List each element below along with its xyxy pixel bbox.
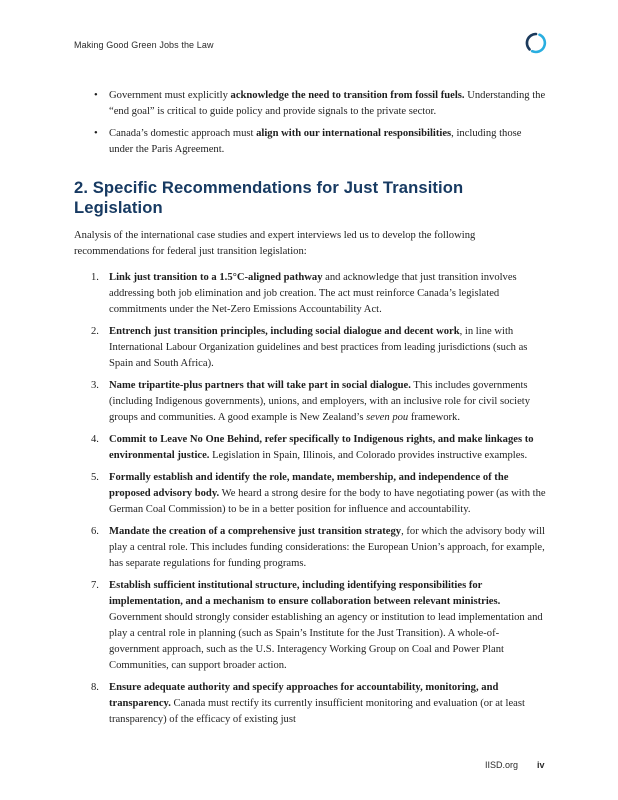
section-heading: 2. Specific Recommendations for Just Transition Legislation bbox=[74, 178, 464, 217]
page-content bbox=[74, 88, 546, 734]
recommendation-title: Entrench just transition principles, including social dialogue and decent work bbox=[109, 326, 460, 337]
recommendation-item bbox=[74, 270, 546, 318]
recommendation-number: 2. bbox=[91, 326, 99, 337]
recommendation-text: and acknowledge that just transition involves addressing both job elimination and job creation. The act must reinforce Canada’s legislated commitments under the Net-Zero Emissions Accountability Act. bbox=[109, 272, 517, 315]
recommendation-text: , for which the advisory body will play a central role. This includes funding considerations: the European Union’s approach, for example, has separate regulations for funding programs. bbox=[109, 526, 545, 569]
recommendation-item bbox=[74, 432, 546, 464]
recommendation-text: , in line with International Labour Organization guidelines and best practices from leading jurisdictions (such as Spain and South Africa). bbox=[109, 326, 528, 369]
recommendation-text: Legislation in Spain, Illinois, and Colorado provides instructive examples. bbox=[209, 450, 528, 461]
recommendation-item bbox=[74, 378, 546, 426]
bullet-list bbox=[74, 88, 546, 158]
recommendation-title: Ensure adequate authority and specify approaches for accountability, monitoring, and transparency. bbox=[109, 682, 499, 709]
iisd-logo-icon bbox=[525, 32, 547, 54]
bullet-text: , including those under the Paris Agreement. bbox=[109, 128, 522, 155]
recommendation-title: Commit to Leave No One Behind, refer specifically to Indigenous rights, and make linkages to environmental justice. bbox=[109, 434, 534, 461]
bullet-mark: • bbox=[94, 128, 98, 139]
recommendation-title: Mandate the creation of a comprehensive just transition strategy bbox=[109, 526, 402, 537]
recommendation-title: Name tripartite-plus partners that will take part in social dialogue. bbox=[109, 380, 411, 391]
recommendation-title: Link just transition to a 1.5°C-aligned pathway bbox=[109, 272, 323, 283]
recommendation-item bbox=[74, 470, 546, 518]
bullet-emphasis: align with our international responsibilities bbox=[256, 128, 452, 139]
recommendation-item bbox=[74, 680, 546, 728]
bullet-mark: • bbox=[94, 90, 98, 101]
bullet-text: Canada’s domestic approach must bbox=[109, 128, 257, 139]
bullet-text: Government must explicitly bbox=[109, 90, 231, 101]
recommendation-text: We heard a strong desire for the body to have negotiating power (as with the German Coal Commission) to be in a better position for influence and accountability. bbox=[109, 488, 546, 515]
recommendation-item bbox=[74, 324, 546, 372]
recommendation-title: Formally establish and identify the role, mandate, membership, and independence of the proposed advisory body. bbox=[109, 472, 509, 499]
running-header-title: Making Good Green Jobs the Law bbox=[74, 40, 214, 50]
recommendation-item bbox=[74, 524, 546, 572]
bullet-item bbox=[74, 88, 546, 120]
recommendation-text: Government should strongly consider establishing an agency or institution to lead implementation and play a central role in planning (such as Spain’s Institute for the Just Transition). A whole-of-government approach, such as the U.S. Interagency Working Group on Coal and Power Plant Communities, can support broader action. bbox=[109, 612, 543, 671]
recommendation-item bbox=[74, 578, 546, 674]
section-intro: Analysis of the international case studies and expert interviews led us to develop the following recommendations for federal just transition legislation: bbox=[74, 230, 476, 257]
recommendation-text-after: framework. bbox=[408, 412, 461, 423]
recommendations-list bbox=[74, 270, 546, 728]
footer-site-link[interactable]: IISD.org bbox=[485, 760, 519, 770]
bullet-item bbox=[74, 126, 546, 158]
recommendation-number: 6. bbox=[91, 526, 99, 537]
recommendation-number: 3. bbox=[91, 380, 99, 391]
recommendation-number: 5. bbox=[91, 472, 99, 483]
recommendation-number: 8. bbox=[91, 682, 99, 693]
bullet-emphasis: acknowledge the need to transition from fossil fuels. bbox=[230, 90, 465, 101]
recommendation-number: 4. bbox=[91, 434, 99, 445]
recommendation-number: 1. bbox=[91, 272, 99, 283]
page-number: iv bbox=[537, 760, 545, 770]
recommendation-text: This includes governments (including Indigenous governments), unions, and employers, with an inclusive role for civil society groups and communities. A good example is New Zealand’s bbox=[109, 380, 531, 423]
bullet-text: Understanding the “end goal” is critical to guide policy and provide signals to the private sector. bbox=[109, 90, 546, 117]
recommendation-number: 7. bbox=[91, 580, 99, 591]
recommendation-text: Canada must rectify its currently insufficient monitoring and evaluation (or at least transparency) of the efficacy of existing just bbox=[109, 698, 525, 725]
recommendation-italic: seven pou bbox=[366, 412, 409, 423]
recommendation-title: Establish sufficient institutional structure, including identifying responsibilities for implementation, and a mechanism to ensure collaboration between relevant ministries. bbox=[109, 580, 501, 607]
